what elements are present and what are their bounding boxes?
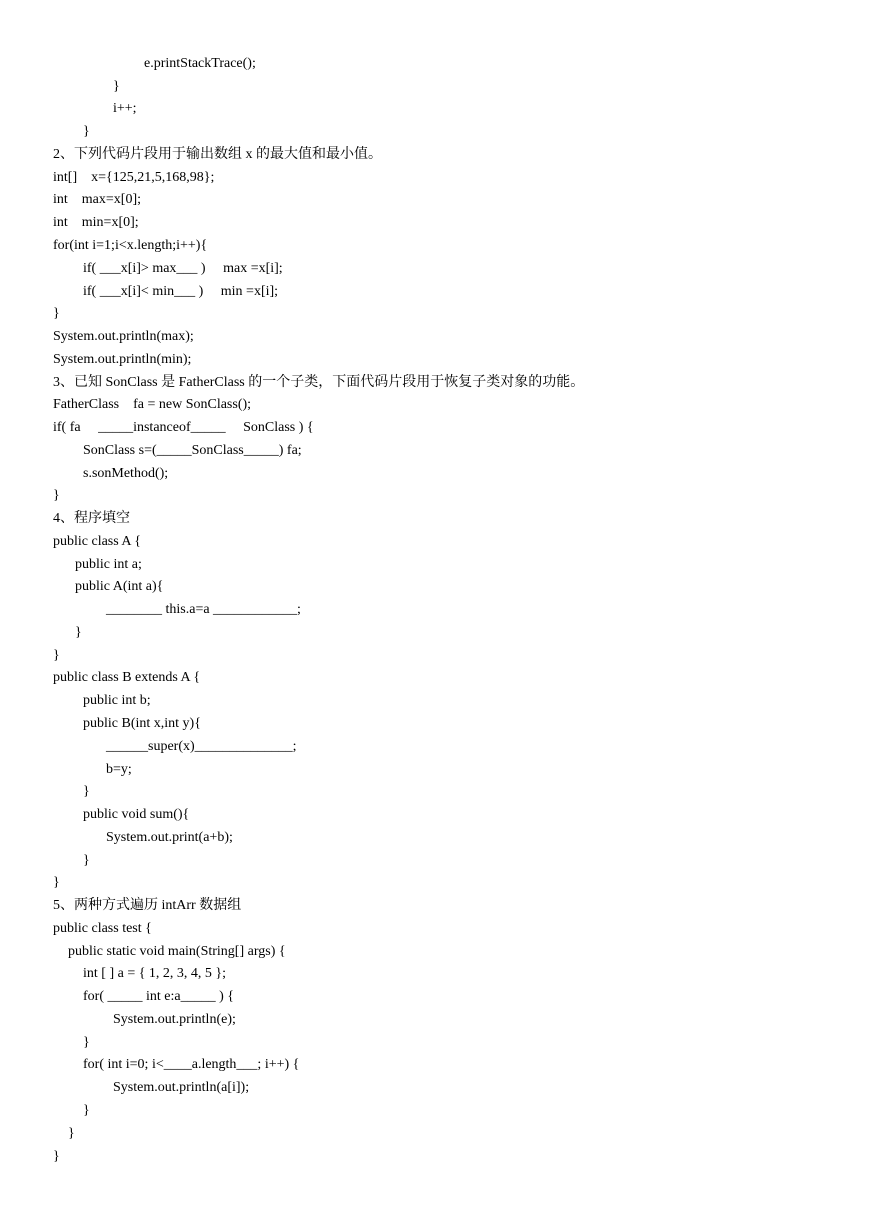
text-line: 5、两种方式遍历 intArr 数据组	[53, 898, 242, 913]
text-line: }	[68, 1126, 75, 1141]
text-line: }	[53, 306, 60, 321]
text-line: }	[83, 1103, 90, 1118]
text-line: public int a;	[75, 557, 142, 572]
text-line: }	[83, 784, 90, 799]
text-line: }	[53, 648, 60, 663]
text-line: 4、程序填空	[53, 511, 130, 526]
text-line: }	[75, 625, 82, 640]
text-line: s.sonMethod();	[83, 466, 169, 481]
text-line: int [ ] a = { 1, 2, 3, 4, 5 };	[83, 966, 227, 981]
text-line: System.out.println(e);	[113, 1012, 236, 1027]
text-line: System.out.print(a+b);	[106, 830, 233, 845]
text-line: System.out.println(min);	[53, 352, 192, 367]
text-line: System.out.println(max);	[53, 329, 194, 344]
text-line: }	[113, 79, 120, 94]
text-line: ______super(x)______________;	[106, 739, 297, 754]
text-line: public static void main(String[] args) {	[68, 944, 286, 959]
text-line: b=y;	[106, 762, 132, 777]
text-line: i++;	[113, 101, 137, 116]
text-line: }	[83, 1035, 90, 1050]
text-line: int max=x[0];	[53, 192, 141, 207]
text-line: }	[53, 488, 60, 503]
text-line: }	[83, 853, 90, 868]
text-line: }	[83, 124, 90, 139]
text-line: int[] x={125,21,5,168,98};	[53, 170, 215, 185]
text-line: public B(int x,int y){	[83, 716, 201, 731]
text-line: System.out.println(a[i]);	[113, 1080, 250, 1095]
text-line: }	[53, 1149, 60, 1164]
text-line: 2、下列代码片段用于输出数组 x 的最大值和最小值。	[53, 147, 382, 162]
text-line: 3、已知 SonClass 是 FatherClass 的一个子类，下面代码片段用于恢复子类对象的功能。	[53, 375, 585, 390]
text-line: public A(int a){	[75, 579, 164, 594]
text-line: public class A {	[53, 534, 141, 549]
text-line: if( ___x[i]> max___ ) max =x[i];	[83, 261, 283, 276]
text-line: }	[53, 875, 60, 890]
text-line: for(int i=1;i<x.length;i++){	[53, 238, 208, 253]
text-line: for( _____ int e:a_____ ) {	[83, 989, 234, 1004]
text-line: public class test {	[53, 921, 152, 936]
text-line: FatherClass fa = new SonClass();	[53, 397, 252, 412]
text-line: for( int i=0; i<____a.length___; i++) {	[83, 1057, 300, 1072]
text-line: int min=x[0];	[53, 215, 139, 230]
text-line: if( ___x[i]< min___ ) min =x[i];	[83, 284, 279, 299]
text-line: public void sum(){	[83, 807, 190, 822]
text-line: public int b;	[83, 693, 151, 708]
text-line: ________ this.a=a ____________;	[106, 602, 301, 617]
text-line: e.printStackTrace();	[144, 56, 256, 71]
text-line: SonClass s=(_____SonClass_____) fa;	[83, 443, 302, 458]
text-line: if( fa _____instanceof_____ SonClass ) {	[53, 420, 314, 435]
text-line: public class B extends A {	[53, 670, 201, 685]
